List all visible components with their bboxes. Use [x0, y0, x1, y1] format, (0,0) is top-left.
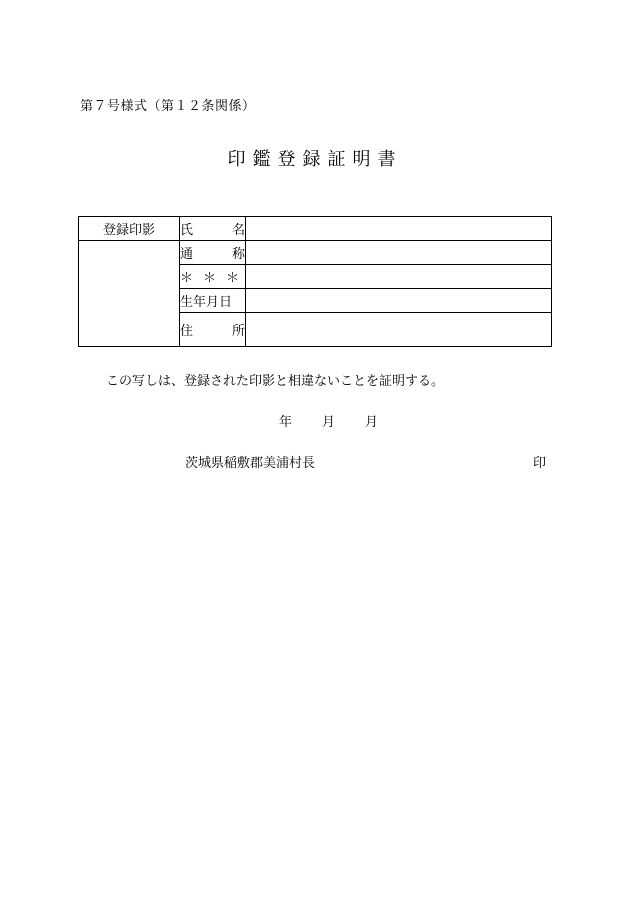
masked-value	[246, 265, 552, 289]
label-part: 氏	[180, 223, 194, 238]
seal-mark: 印	[533, 456, 547, 471]
address-label	[180, 313, 246, 347]
birthdate-value	[246, 289, 552, 313]
table-row-alias	[79, 241, 552, 265]
masked-label	[180, 265, 246, 289]
label-part: 通	[180, 247, 194, 262]
date-day: 月	[365, 415, 379, 430]
seal-impression-box	[79, 241, 180, 347]
label-part: 住	[180, 324, 194, 339]
date-line	[279, 411, 378, 430]
document-title: 印鑑登録証明書	[227, 149, 403, 170]
registration-table	[78, 216, 552, 347]
address-value	[246, 313, 552, 347]
alias-value	[246, 241, 552, 265]
label-part: ＊	[202, 271, 216, 286]
alias-label	[180, 241, 246, 265]
label-part: 名	[231, 223, 245, 238]
label-part: 称	[231, 247, 245, 262]
label-part: ＊	[225, 271, 239, 286]
label-part: 生年月日	[180, 295, 233, 310]
issuer-name: 茨城県稲敷郡美浦村長	[185, 456, 316, 471]
birthdate-label	[180, 289, 246, 313]
name-value	[246, 217, 552, 241]
table-row-name	[79, 217, 552, 241]
certification-statement: この写しは、登録された印影と相違ないことを証明する。	[106, 374, 445, 389]
form-number: 第７号様式（第１２条関係）	[80, 99, 256, 114]
name-label	[180, 217, 246, 241]
label-part: 所	[231, 324, 245, 339]
date-month: 月	[322, 415, 336, 430]
label-part: ＊	[180, 271, 194, 286]
date-year: 年	[279, 415, 293, 430]
seal-impression-label: 登録印影	[79, 217, 180, 241]
